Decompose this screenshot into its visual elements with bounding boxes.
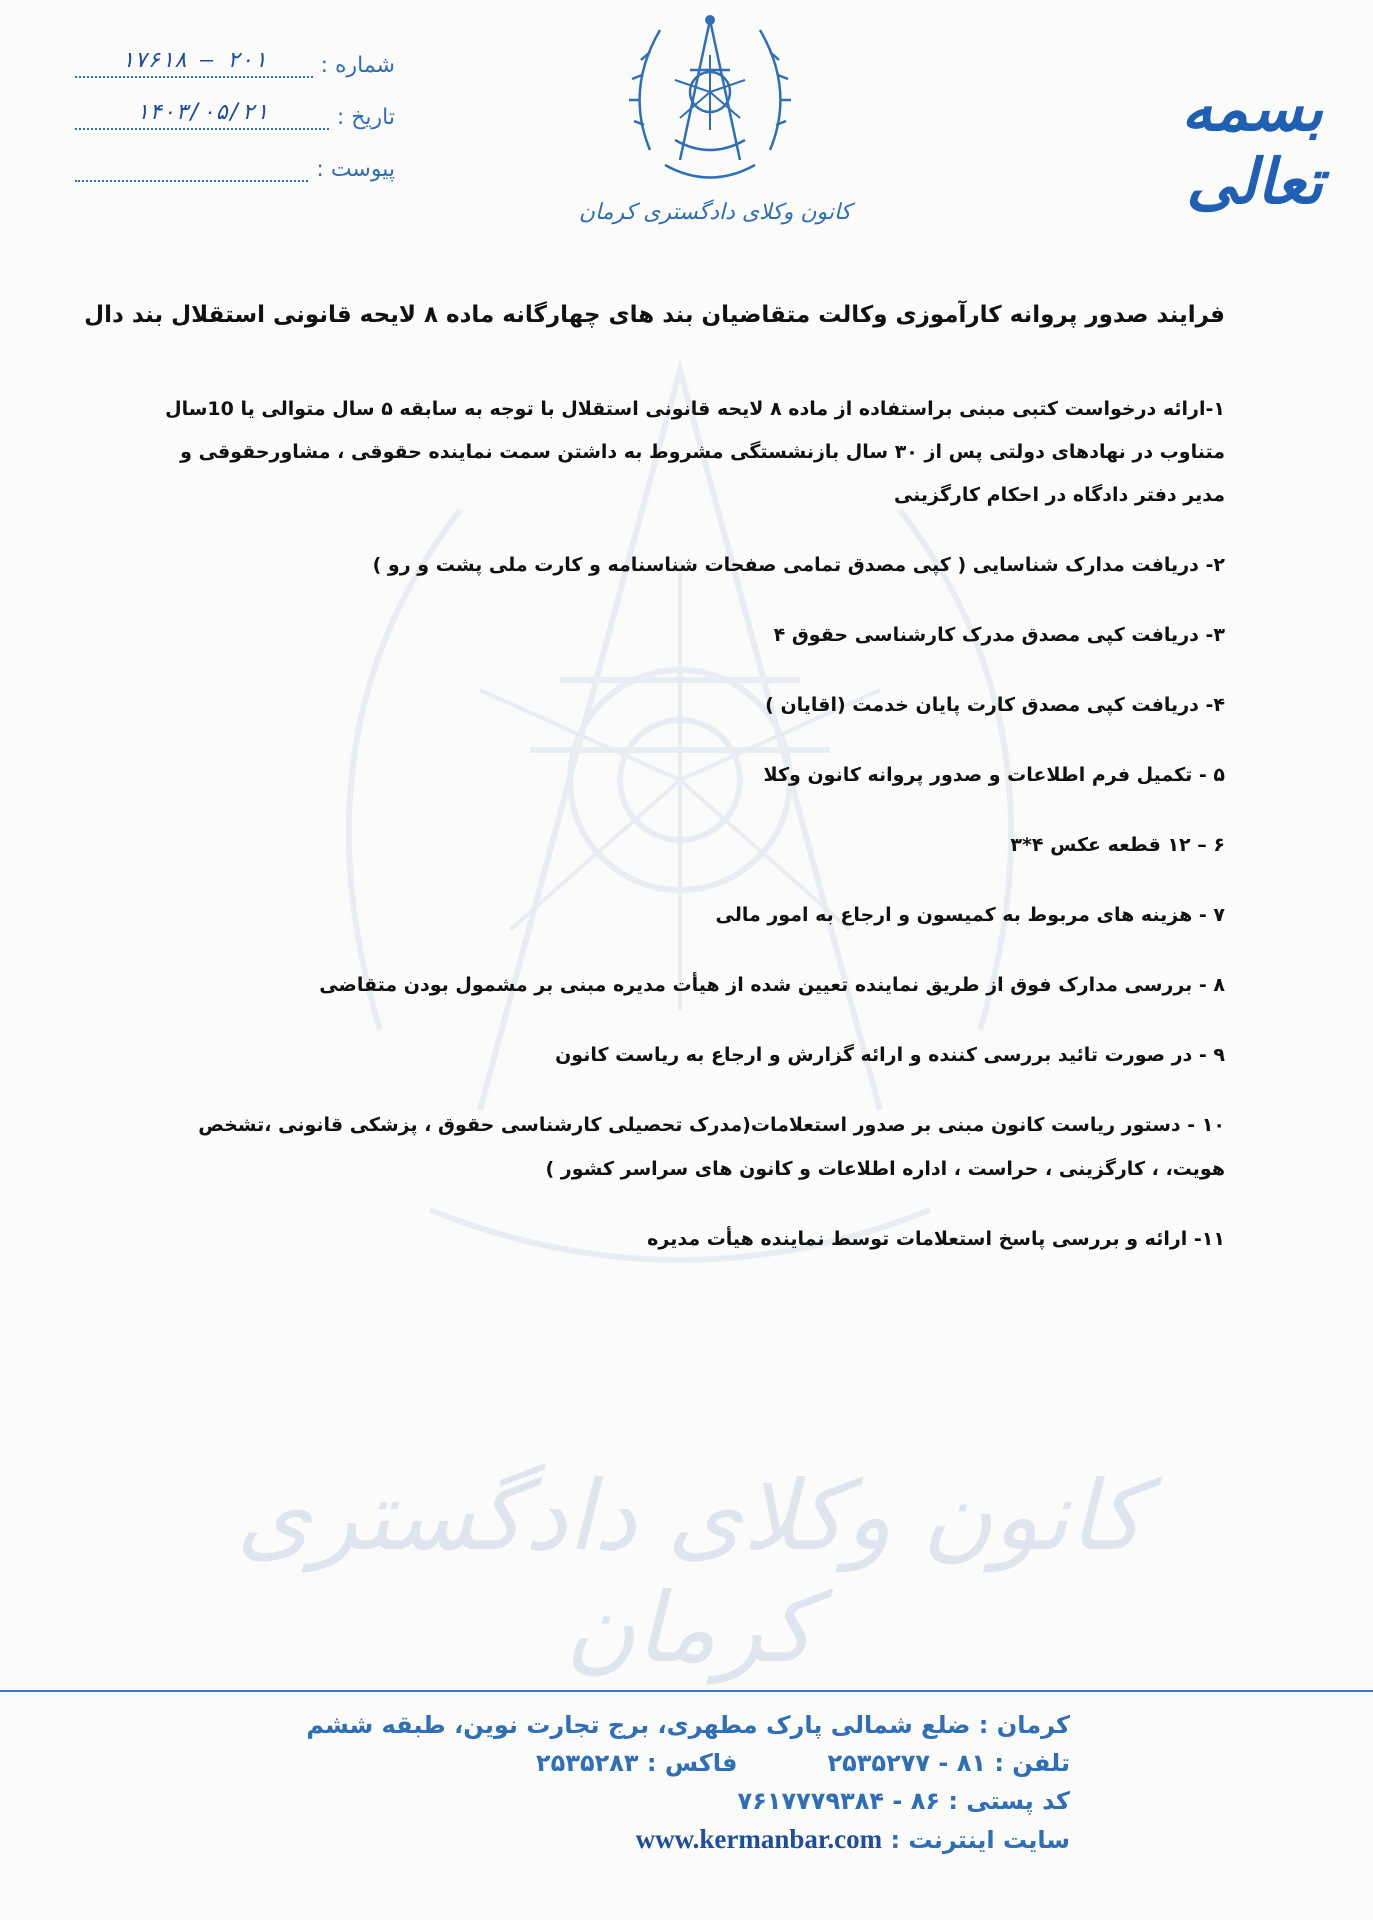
meta-number-row (75, 26, 395, 78)
list-item: ۱۰ - دستور ریاست کانون مبنی بر صدور استعلامات(مدرک تحصیلی کارشناسی حقوق ، پزشکی قانونی ،تشخص هویت، ، کارگزینی ، حراست ، اداره اطلاعات و کانون های سراسر کشور ) (198, 1114, 1225, 1180)
list-item: ۳- دریافت کپی مصدق مدرک کارشناسی حقوق ۴ (773, 624, 1225, 646)
letter-meta (75, 26, 395, 182)
meta-date-value: ۱۴۰۳/۰۵/۲۱ (75, 100, 329, 130)
meta-date-row (75, 78, 395, 130)
list-item: ۵ - تکمیل فرم اطلاعات و صدور پروانه کانون وکلا (763, 764, 1225, 786)
procedure-list (160, 388, 1225, 1261)
meta-attachment-label: پیوست : (316, 157, 395, 182)
list-item: ۲- دریافت مدارک شناسایی ( کپی مصدق تمامی صفحات شناسنامه و کارت ملی پشت و رو ) (372, 554, 1225, 576)
meta-number-label: شماره : (320, 53, 395, 78)
footer-postal-code: کد پستی : ۸۶ - ۷۶۱۷۷۷۹۳۸۴ (737, 1787, 1070, 1815)
footer-address: کرمان : ضلع شمالی پارک مطهری، برج تجارت نوین، طبقه ششم (306, 1711, 1070, 1739)
watermark-text: کانون وکلای دادگستری کرمان (236, 1460, 1144, 1684)
footer-website-label: سایت اینترنت : (890, 1826, 1070, 1854)
footer-phone: تلفن : ۸۱ - ۲۵۳۵۲۷۷ (827, 1749, 1070, 1777)
organization-name: کانون وکلای دادگستری کرمان (578, 200, 852, 225)
list-item: ۷ - هزینه های مربوط به کمیسون و ارجاع به امور مالی (715, 904, 1225, 926)
footer-divider (0, 1690, 1373, 1692)
footer-fax: فاکس : ۲۵۳۵۲۸۳ (536, 1749, 738, 1777)
bar-association-emblem-icon (620, 0, 800, 200)
list-item: ۱۱- ارائه و بررسی پاسخ استعلامات توسط نماینده هیأت مدیره (647, 1228, 1225, 1250)
list-item: ۸ - بررسی مدارک فوق از طریق نماینده تعیین شده از هیأت مدیره مبنی بر مشمول بودن متقاضی (319, 974, 1225, 996)
footer-website-link[interactable]: www.kermanbar.com (635, 1824, 883, 1854)
list-item: ۱-ارائه درخواست کتبی مبنی براستفاده از ماده ۸ لایحه قانونی استقلال با توجه به سابقه ۵ سال متوالی یا 10سال متناوب در نهادهای دولتی پس از ۳۰ سال بازنشستگی مشروط به داشتن سمت نماینده حقوقی ، مشاورحقوقی و مدیر دفتر دادگاه در احکام کارگزینی (165, 398, 1225, 506)
meta-attachment-value (75, 152, 308, 182)
footer-website-row (360, 1820, 1070, 1859)
footer-phone-row (360, 1744, 1070, 1782)
document-title: فرایند صدور پروانه کارآموزی وکالت متقاضیان بند های چهارگانه ماده ۸ لایحه قانونی استقلال بند دال (84, 302, 1225, 328)
list-item: ۶ – ۱۲ قطعه عکس ۴*۳ (1010, 834, 1225, 856)
list-item: ۴- دریافت کپی مصدق کارت پایان خدمت (اقایان ) (765, 694, 1225, 716)
invocation-heading: بسمه تعالی (1181, 72, 1323, 218)
footer-contact (306, 1706, 1070, 1859)
meta-date-label: تاریخ : (336, 105, 395, 130)
list-item: ۹ - در صورت تائید بررسی کننده و ارائه گزارش و ارجاع به ریاست کانون (555, 1044, 1225, 1066)
meta-attachment-row (75, 130, 395, 182)
meta-number-value: ۲۰۱ – ۱۷۶۱۸ (75, 48, 313, 78)
